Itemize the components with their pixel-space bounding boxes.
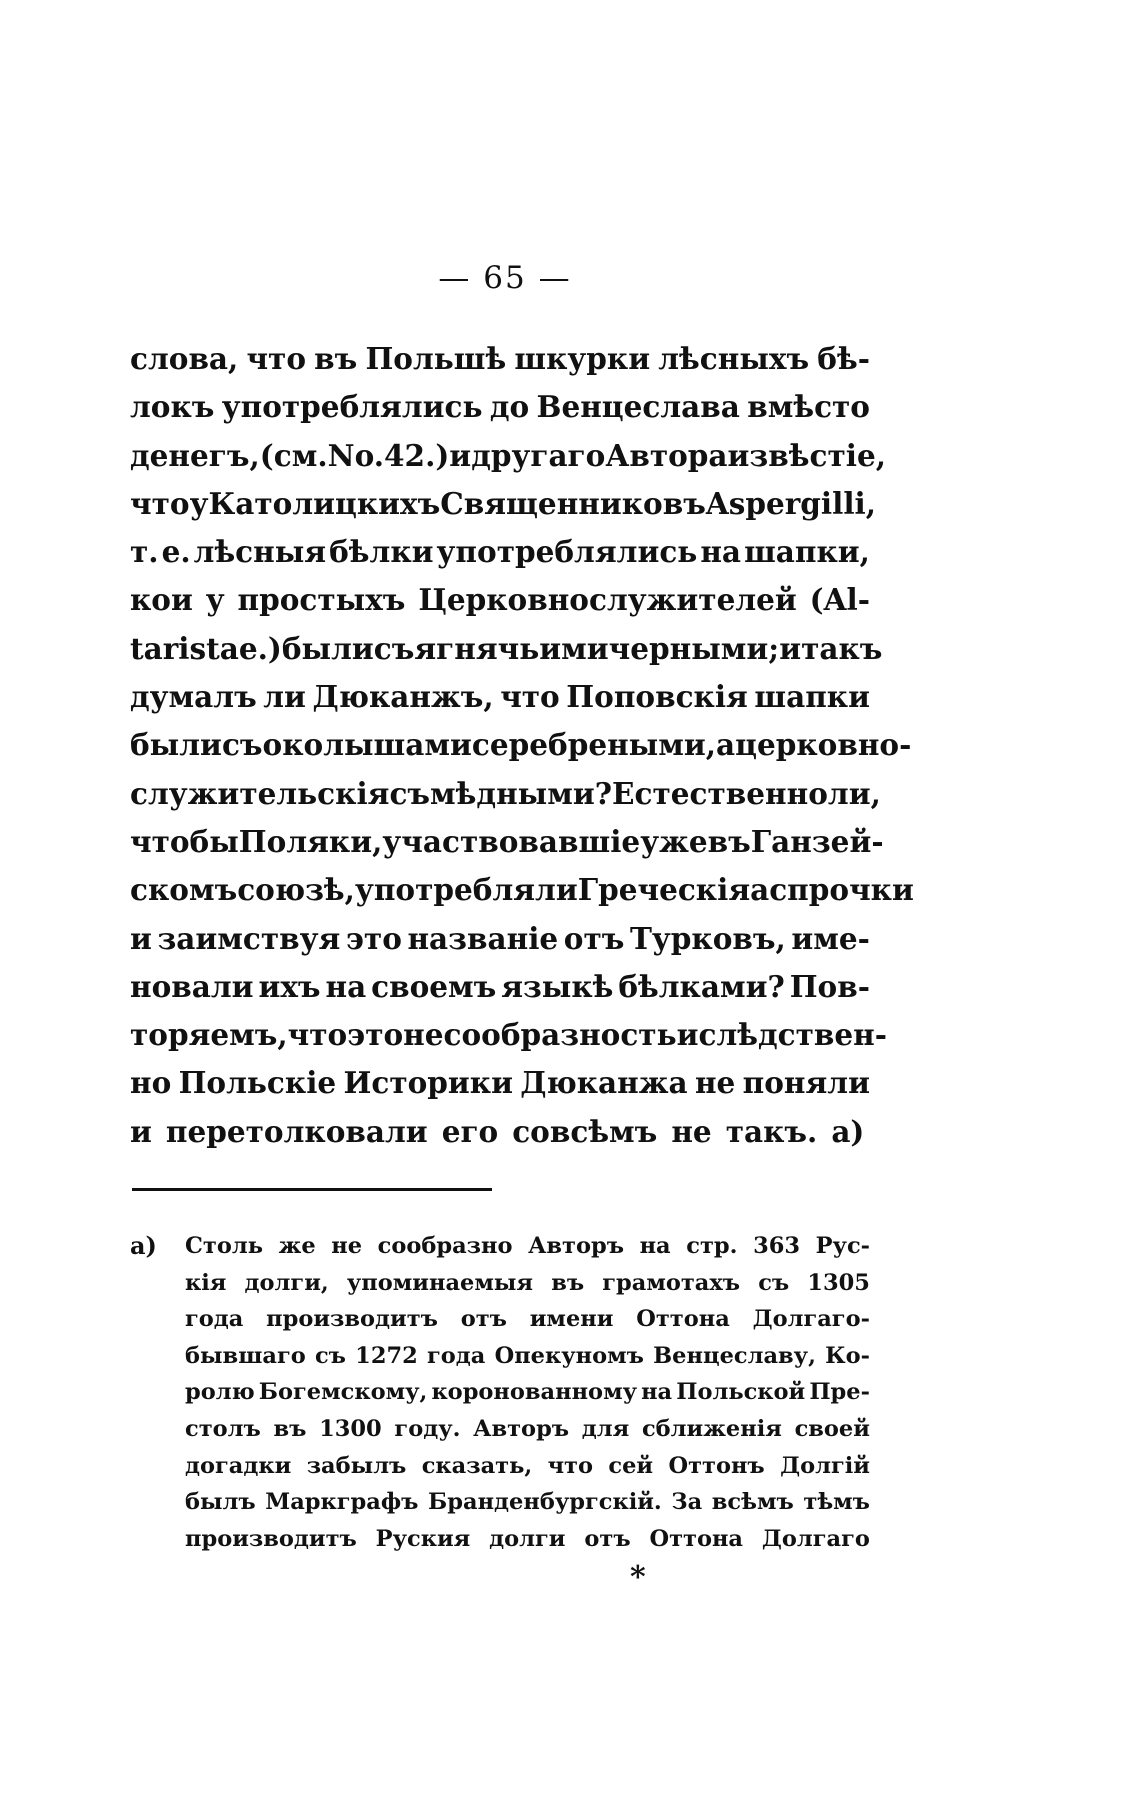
word: стр.	[686, 1233, 738, 1259]
word: своей	[794, 1415, 870, 1442]
word: отъ	[563, 920, 625, 956]
word: Столь	[185, 1233, 263, 1259]
word: съ	[221, 727, 263, 763]
word: шкурки	[514, 341, 651, 376]
text-line	[130, 528, 870, 576]
word: названіе	[407, 920, 559, 956]
word: догадки	[185, 1452, 292, 1479]
word: Aspergilli,	[705, 485, 877, 521]
text-line	[130, 335, 870, 383]
word: ролю	[185, 1379, 255, 1406]
word: лѣсныхъ	[658, 341, 810, 376]
word: съ	[314, 1342, 346, 1369]
word: до	[489, 389, 530, 425]
catchmark-asterisk: *	[630, 1560, 646, 1595]
word: е.	[161, 534, 191, 570]
word: простыхъ	[237, 582, 406, 618]
word: име-	[791, 920, 870, 956]
page-number: — 65 —	[438, 260, 572, 296]
word: въ	[551, 1269, 585, 1296]
word: съ	[373, 630, 415, 666]
word: его	[441, 1113, 499, 1149]
word: были	[130, 727, 222, 763]
text-line	[130, 1108, 870, 1156]
text-line	[130, 432, 886, 480]
word: сей	[608, 1452, 654, 1479]
word: Греческія	[577, 872, 751, 908]
footnote-line	[185, 1411, 870, 1448]
word: на	[641, 1379, 673, 1406]
text-line	[130, 963, 870, 1011]
word: скомъ	[130, 872, 238, 908]
word: несообразность	[403, 1017, 677, 1053]
word: денегъ,	[130, 437, 260, 473]
word: въ	[314, 341, 358, 376]
word: сообразно	[377, 1233, 513, 1259]
word: Пов-	[789, 968, 870, 1004]
word: Опекуномъ	[494, 1342, 644, 1369]
word: употребляли	[354, 872, 578, 908]
word: бѣлками?	[618, 968, 785, 1004]
word: сказать,	[421, 1452, 533, 1479]
word: отъ	[460, 1306, 507, 1333]
word: Польшѣ	[365, 341, 507, 376]
word: что	[130, 485, 190, 521]
text-line	[130, 480, 877, 528]
word: отъ	[584, 1525, 631, 1552]
word: а)	[831, 1113, 865, 1149]
word: 42.)	[384, 437, 450, 473]
word: Ганзей-	[750, 823, 884, 859]
footnote-line	[185, 1448, 870, 1485]
word: производитъ	[266, 1306, 438, 1333]
word: бывшаго	[185, 1342, 306, 1369]
word: Оттонъ	[668, 1452, 765, 1479]
word: извѣстіе,	[727, 437, 886, 473]
word: языкѣ	[501, 968, 614, 1004]
footnote-marker: а)	[130, 1231, 157, 1260]
word: аспрочки	[750, 872, 914, 908]
word: поняли	[742, 1065, 870, 1101]
word: такъ.	[725, 1113, 818, 1149]
word: торяемъ,	[130, 1017, 288, 1053]
text-line	[130, 576, 870, 624]
word: слѣдствен-	[698, 1017, 888, 1053]
word: Оттона	[649, 1525, 744, 1552]
word: имени	[529, 1306, 614, 1333]
word: но	[130, 1065, 172, 1101]
word: и	[779, 630, 802, 666]
word: а	[716, 727, 736, 763]
word: кои	[130, 582, 193, 618]
word: же	[278, 1233, 316, 1259]
word: и	[676, 1017, 699, 1053]
word: столъ	[185, 1415, 261, 1442]
word: Поповскія	[566, 679, 748, 715]
text-line	[130, 625, 883, 673]
footnote-text	[185, 1228, 870, 1557]
word: Турковъ,	[629, 920, 786, 956]
word: былъ	[185, 1489, 256, 1516]
word: что	[246, 341, 307, 376]
word: Священниковъ	[440, 485, 706, 521]
word: 363	[753, 1233, 801, 1259]
word: и	[449, 437, 472, 473]
word: Оттона	[636, 1306, 730, 1333]
word: для	[581, 1415, 630, 1442]
word: и	[130, 920, 152, 956]
word: на	[700, 534, 742, 570]
word: локъ	[130, 389, 215, 425]
footnote-line	[185, 1265, 870, 1302]
word: долги,	[244, 1269, 329, 1296]
word: заимствуя	[157, 920, 341, 956]
word: Дюканжъ,	[312, 679, 494, 715]
word: Церковнослужителей	[418, 582, 797, 618]
word: Богемскому,	[258, 1379, 428, 1406]
word: Бранденбургскій.	[428, 1489, 662, 1516]
word: что	[500, 679, 560, 715]
word: мѣдными?	[430, 775, 613, 811]
word: ягнячьими	[414, 630, 609, 666]
word: это	[347, 1017, 404, 1053]
word: забылъ	[306, 1452, 407, 1479]
word: что	[287, 1017, 348, 1053]
footnote-line	[185, 1338, 870, 1375]
word: (см.	[259, 437, 328, 473]
word: союзѣ,	[237, 872, 355, 908]
word: на	[639, 1233, 671, 1259]
word: грамотахъ	[602, 1269, 741, 1296]
word: употреблялись	[221, 389, 483, 425]
word: производитъ	[185, 1525, 357, 1552]
word: бѣлки	[329, 534, 434, 570]
word: года	[185, 1306, 244, 1333]
word: Венцеславу,	[653, 1342, 816, 1369]
text-line	[130, 915, 870, 963]
text-line	[130, 673, 870, 721]
word: упоминаемыя	[346, 1269, 534, 1296]
word: и	[130, 1113, 152, 1149]
text-line	[130, 818, 884, 866]
word: Венцеслава	[536, 389, 740, 425]
word: т.	[130, 534, 159, 570]
word: No.	[327, 437, 385, 473]
word: Естественноли,	[612, 775, 881, 811]
word: 1272	[355, 1342, 418, 1369]
word: новали	[130, 968, 254, 1004]
footnote-line	[185, 1228, 870, 1265]
main-text	[130, 335, 914, 1156]
word: шапки,	[744, 534, 870, 570]
word: Польской	[676, 1379, 806, 1406]
footnote-separator	[132, 1188, 492, 1191]
word: Долгаго	[761, 1525, 870, 1552]
word: кія	[185, 1269, 227, 1296]
word: слова,	[130, 341, 239, 376]
word: Рус-	[815, 1233, 870, 1259]
word: ихъ	[258, 968, 321, 1004]
word: году.	[394, 1415, 461, 1442]
word: бѣ-	[817, 341, 870, 376]
word: серебреными,	[471, 727, 717, 763]
word: 1300	[319, 1415, 382, 1442]
text-line	[130, 721, 912, 769]
word: вмѣсто	[747, 389, 870, 425]
text-line	[130, 770, 881, 818]
word: перетолковали	[165, 1113, 428, 1149]
word: (Al-	[809, 582, 870, 618]
word: были	[281, 630, 374, 666]
word: у	[205, 582, 225, 618]
word: въ	[273, 1415, 307, 1442]
word: другаго	[471, 437, 606, 473]
word: съ	[758, 1269, 790, 1296]
word: Дюканжа	[520, 1065, 688, 1101]
word: Долгаго-	[752, 1306, 870, 1333]
word: Авторъ	[528, 1233, 624, 1259]
word: чтобы	[130, 823, 239, 859]
word: у	[189, 485, 209, 521]
footnote-line	[185, 1521, 870, 1558]
word: черными;	[608, 630, 780, 666]
text-line	[130, 1011, 888, 1059]
word: Авторъ	[473, 1415, 570, 1442]
footnote-line	[185, 1374, 870, 1411]
word: года	[427, 1342, 486, 1369]
word: думалъ	[130, 679, 257, 715]
footnote-line	[185, 1484, 870, 1521]
word: долги	[489, 1525, 566, 1552]
text-line	[130, 383, 870, 431]
word: на	[325, 968, 367, 1004]
word: не	[331, 1233, 363, 1259]
word: участвовавшіе	[382, 823, 641, 859]
word: ли	[263, 679, 306, 715]
word: всѣмъ	[711, 1489, 794, 1516]
word: тѣмъ	[803, 1489, 870, 1516]
word: въ	[707, 823, 751, 859]
word: это	[345, 920, 402, 956]
word: сближенія	[641, 1415, 782, 1442]
word: Автора	[605, 437, 728, 473]
word: Пре-	[809, 1379, 870, 1406]
word: уже	[640, 823, 708, 859]
word: шапки	[754, 679, 870, 715]
word: не	[671, 1113, 712, 1149]
word: Маркграфъ	[265, 1489, 419, 1516]
footnote-line	[185, 1301, 870, 1338]
word: Польскіе	[178, 1065, 337, 1101]
word: Долгій	[780, 1452, 870, 1479]
text-line	[130, 866, 914, 914]
word: лѣсныя	[193, 534, 327, 570]
word: За	[671, 1489, 703, 1516]
word: совсѣмъ	[512, 1113, 658, 1149]
word: что	[547, 1452, 593, 1479]
word: съ	[389, 775, 431, 811]
word: Поляки,	[238, 823, 383, 859]
word: своемъ	[371, 968, 497, 1004]
word: не	[694, 1065, 736, 1101]
word: taristae.)	[130, 630, 282, 666]
word: церковно-	[735, 727, 912, 763]
word: служительскія	[130, 775, 390, 811]
word: коронованному	[431, 1379, 638, 1406]
word: околышами	[262, 727, 472, 763]
word: Ко-	[825, 1342, 870, 1369]
text-line	[130, 1059, 870, 1107]
word: Руския	[375, 1525, 471, 1552]
word: употреблялись	[436, 534, 698, 570]
word: 1305	[807, 1269, 870, 1296]
word: такъ	[801, 630, 883, 666]
word: Католицкихъ	[208, 485, 441, 521]
word: Историки	[343, 1065, 513, 1101]
